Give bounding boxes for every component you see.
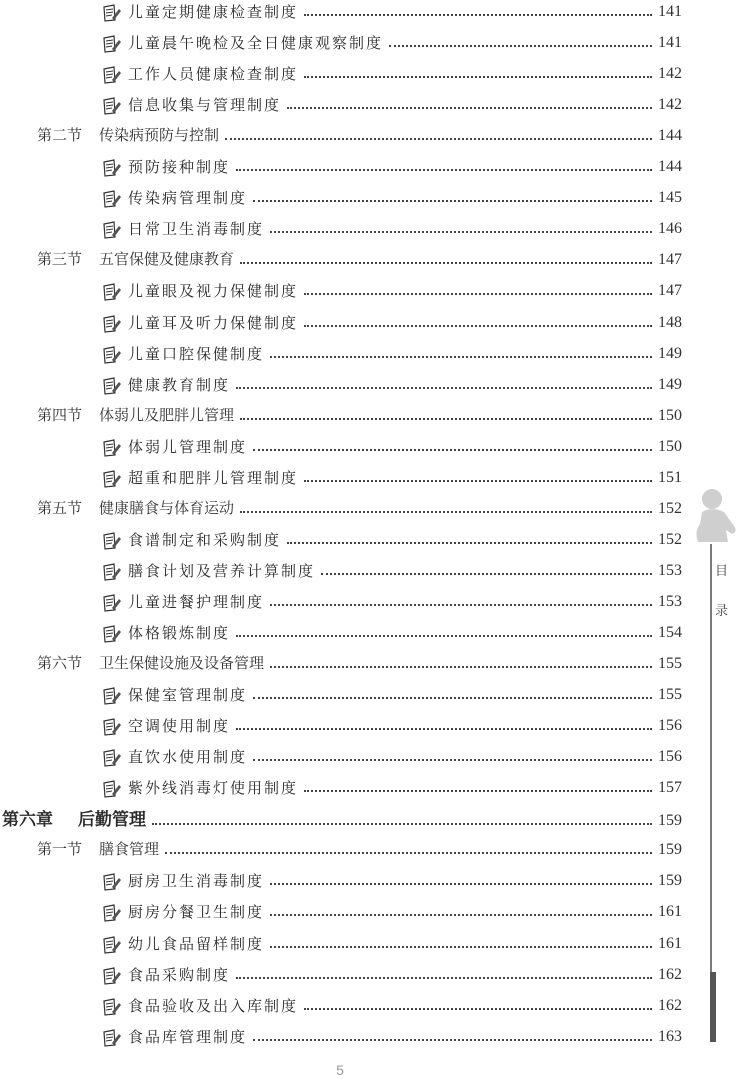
toc-page-number: 149: [658, 345, 682, 362]
toc-item-title: 儿童耳及听力保健制度: [128, 314, 299, 332]
document-pen-icon: [102, 749, 122, 767]
toc-item[interactable]: [102, 344, 682, 364]
toc-item[interactable]: [102, 188, 682, 208]
toc-section-label: 第四节: [37, 407, 83, 424]
toc-section-label: 第三节: [37, 251, 83, 268]
toc-item-title: 信息收集与管理制度: [128, 96, 282, 114]
document-pen-icon: [102, 967, 122, 985]
toc-item-title: 儿童口腔保健制度: [128, 345, 265, 363]
document-pen-icon: [102, 873, 122, 891]
dot-leader: [236, 635, 652, 637]
dot-leader: [304, 293, 652, 295]
dot-leader: [304, 14, 652, 16]
toc-page-number: 146: [658, 220, 682, 237]
document-pen-icon: [102, 563, 122, 581]
toc-item-title: 空调使用制度: [128, 717, 231, 735]
toc-item[interactable]: [102, 934, 682, 954]
dot-leader: [253, 1039, 652, 1041]
dot-leader: [236, 728, 652, 730]
document-pen-icon: [102, 718, 122, 736]
toc-item[interactable]: [102, 747, 682, 767]
toc-page-number: 161: [658, 903, 682, 920]
document-pen-icon: [102, 346, 122, 364]
toc-section[interactable]: [37, 654, 682, 674]
toc-page-number: 155: [658, 686, 682, 703]
toc-item-title: 工作人员健康检查制度: [128, 65, 299, 83]
toc-page-number: 159: [658, 841, 682, 858]
document-pen-icon: [102, 4, 122, 22]
dot-leader: [240, 262, 652, 264]
toc-page-number: 141: [658, 3, 682, 20]
dot-leader: [287, 542, 652, 544]
dot-leader: [270, 946, 652, 948]
toc-item-title: 食谱制定和采购制度: [128, 531, 282, 549]
toc-item-title: 食品验收及出入库制度: [128, 997, 299, 1015]
toc-page-number: 142: [658, 65, 682, 82]
side-rule: [710, 544, 712, 1042]
toc-item[interactable]: [102, 561, 682, 581]
dot-leader: [236, 169, 652, 171]
toc-page-number: 144: [658, 127, 682, 144]
toc-item-title: 体格锻炼制度: [128, 624, 231, 642]
toc-item-title: 超重和肥胖儿管理制度: [128, 469, 299, 487]
dot-leader: [225, 138, 652, 140]
child-silhouette-icon: [690, 486, 742, 544]
dot-leader: [270, 604, 652, 606]
toc-item-title: 保健室管理制度: [128, 686, 248, 704]
toc-section-title: 传染病预防与控制: [99, 127, 220, 144]
dot-leader: [240, 511, 652, 513]
toc-page-number: 159: [658, 812, 682, 829]
toc-page-number: 155: [658, 655, 682, 672]
side-label-char: 目: [715, 564, 729, 579]
dot-leader: [304, 480, 652, 482]
toc-page-number: 151: [658, 469, 682, 486]
dot-leader: [253, 759, 652, 761]
dot-leader: [152, 823, 652, 825]
toc-chapter-title: 后勤管理: [78, 810, 146, 830]
dot-leader: [270, 666, 652, 668]
toc-item[interactable]: [102, 902, 682, 922]
toc-page-number: 159: [658, 872, 682, 889]
document-pen-icon: [102, 936, 122, 954]
toc-item[interactable]: [102, 468, 682, 488]
toc-item[interactable]: [102, 2, 682, 22]
toc-page-number: 148: [658, 314, 682, 331]
toc-item[interactable]: [102, 375, 682, 395]
toc-item[interactable]: [102, 623, 682, 643]
dot-leader: [253, 449, 652, 451]
toc-item[interactable]: [102, 1027, 682, 1047]
toc-item[interactable]: [102, 281, 682, 301]
toc-page-number: 144: [658, 158, 682, 175]
toc-section[interactable]: [37, 499, 682, 519]
toc-item[interactable]: [102, 592, 682, 612]
document-pen-icon: [102, 625, 122, 643]
toc-item-title: 食品库管理制度: [128, 1028, 248, 1046]
dot-leader: [236, 977, 652, 979]
document-pen-icon: [102, 35, 122, 53]
toc-section[interactable]: [37, 126, 682, 146]
toc-page-number: 162: [658, 966, 682, 983]
toc-page-number: 163: [658, 1028, 682, 1045]
dot-leader: [304, 325, 652, 327]
toc-section-label: 第二节: [37, 127, 83, 144]
toc-item-title: 厨房分餐卫生制度: [128, 903, 265, 921]
dot-leader: [270, 231, 652, 233]
toc-item-title: 儿童进餐护理制度: [128, 593, 265, 611]
toc-page-number: 152: [658, 531, 682, 548]
toc-item[interactable]: [102, 871, 682, 891]
toc-page-number: 141: [658, 34, 682, 51]
toc-item[interactable]: [102, 219, 682, 239]
toc-item[interactable]: [102, 64, 682, 84]
document-pen-icon: [102, 66, 122, 84]
toc-item[interactable]: [102, 33, 682, 53]
toc-section-title: 体弱儿及肥胖儿管理: [99, 407, 235, 424]
document-pen-icon: [102, 687, 122, 705]
document-pen-icon: [102, 532, 122, 550]
document-pen-icon: [102, 1029, 122, 1047]
document-pen-icon: [102, 159, 122, 177]
toc-page-number: 156: [658, 748, 682, 765]
toc-page-number: 145: [658, 189, 682, 206]
toc-section-title: 卫生保健设施及设备管理: [99, 655, 265, 672]
toc-item-title: 预防接种制度: [128, 158, 231, 176]
toc-item[interactable]: [102, 95, 682, 115]
toc-item-title: 体弱儿管理制度: [128, 438, 248, 456]
dot-leader: [270, 356, 652, 358]
document-pen-icon: [102, 97, 122, 115]
toc-item-title: 厨房卫生消毒制度: [128, 872, 265, 890]
dot-leader: [270, 883, 652, 885]
toc-item-title: 紫外线消毒灯使用制度: [128, 779, 299, 797]
toc-page-number: 153: [658, 562, 682, 579]
toc-item[interactable]: [102, 157, 682, 177]
toc-item-title: 日常卫生消毒制度: [128, 220, 265, 238]
toc-item[interactable]: [102, 313, 682, 333]
document-pen-icon: [102, 904, 122, 922]
toc-page-number: 157: [658, 779, 682, 796]
toc-item-title: 传染病管理制度: [128, 189, 248, 207]
toc-page-number: 150: [658, 438, 682, 455]
toc-item-title: 儿童定期健康检查制度: [128, 3, 299, 21]
dot-leader: [304, 790, 652, 792]
document-pen-icon: [102, 470, 122, 488]
toc-page-number: 162: [658, 997, 682, 1014]
toc-item-title: 儿童晨午晚检及全日健康观察制度: [128, 34, 384, 52]
page-number: 5: [336, 1062, 344, 1078]
toc-section[interactable]: [37, 406, 682, 426]
toc-item-title: 膳食计划及营养计算制度: [128, 562, 316, 580]
toc-item[interactable]: [102, 437, 682, 457]
toc-chapter-label: 第六章: [2, 810, 53, 830]
toc-section-title: 五官保健及健康教育: [99, 251, 235, 268]
document-pen-icon: [102, 283, 122, 301]
dot-leader: [287, 107, 652, 109]
toc-item[interactable]: [102, 716, 682, 736]
toc-chapter[interactable]: [2, 809, 682, 831]
toc-page-number: 150: [658, 407, 682, 424]
toc-item[interactable]: [102, 685, 682, 705]
document-pen-icon: [102, 780, 122, 798]
toc-page-number: 153: [658, 593, 682, 610]
side-label-char: 录: [715, 604, 729, 619]
toc-section[interactable]: [37, 840, 682, 860]
dot-leader: [253, 697, 652, 699]
toc-item[interactable]: [102, 778, 682, 798]
toc-section-title: 膳食管理: [99, 841, 160, 858]
toc-item-title: 食品采购制度: [128, 966, 231, 984]
toc-item-title: 幼儿食品留样制度: [128, 935, 265, 953]
dot-leader: [240, 418, 652, 420]
toc-page-number: 149: [658, 376, 682, 393]
dot-leader: [270, 914, 652, 916]
dot-leader: [165, 852, 652, 854]
toc-section[interactable]: [37, 250, 682, 270]
toc-item-title: 健康教育制度: [128, 376, 231, 394]
toc-page-number: 154: [658, 624, 682, 641]
toc-section-label: 第五节: [37, 500, 83, 517]
toc-page-number: 142: [658, 96, 682, 113]
toc-page-number: 147: [658, 251, 682, 268]
dot-leader: [389, 45, 652, 47]
dot-leader: [321, 573, 652, 575]
document-pen-icon: [102, 221, 122, 239]
toc-item[interactable]: [102, 996, 682, 1016]
document-pen-icon: [102, 439, 122, 457]
toc-page-number: 152: [658, 500, 682, 517]
toc-item-title: 儿童眼及视力保健制度: [128, 282, 299, 300]
document-pen-icon: [102, 998, 122, 1016]
document-pen-icon: [102, 315, 122, 333]
side-block-marker: [710, 972, 716, 1042]
toc-section-title: 健康膳食与体育运动: [99, 500, 235, 517]
document-pen-icon: [102, 377, 122, 395]
toc-section-label: 第六节: [37, 655, 83, 672]
dot-leader: [304, 76, 652, 78]
dot-leader: [253, 200, 652, 202]
dot-leader: [304, 1008, 652, 1010]
toc-page-number: 147: [658, 282, 682, 299]
document-pen-icon: [102, 594, 122, 612]
document-pen-icon: [102, 190, 122, 208]
toc-item[interactable]: [102, 530, 682, 550]
toc-section-label: 第一节: [37, 841, 83, 858]
toc-item-title: 直饮水使用制度: [128, 748, 248, 766]
toc-page-number: 156: [658, 717, 682, 734]
toc-page-number: 161: [658, 935, 682, 952]
dot-leader: [236, 387, 652, 389]
toc-item[interactable]: [102, 965, 682, 985]
